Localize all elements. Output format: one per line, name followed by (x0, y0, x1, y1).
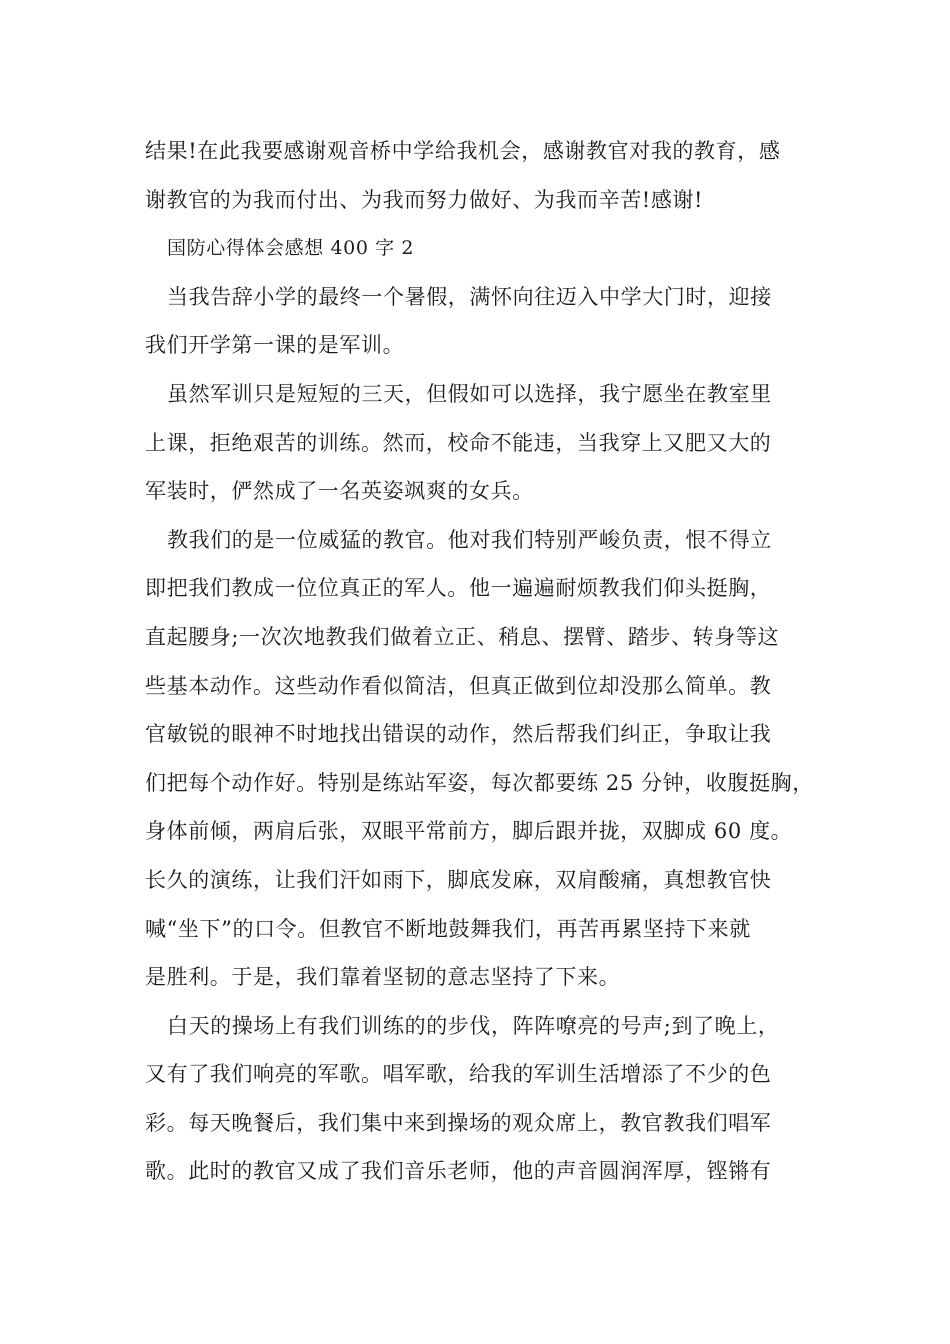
text-line: 直起腰身;一次次地教我们做着立正、稍息、摆臂、踏步、转身等这 (145, 624, 780, 649)
text-line: 是胜利。于是，我们靠着坚韧的意志坚持了下来。 (145, 965, 621, 990)
document-body (145, 127, 825, 1196)
text-line: 教我们的是一位威猛的教官。他对我们特别严峻负责，恨不得立 (167, 527, 772, 552)
text-line: 虽然军训只是短短的三天，但假如可以选择，我宁愿坐在教室里 (167, 381, 772, 406)
text-line: 喊“坐下”的口令。但教官不断地鼓舞我们，再苦再累坚持下来就 (145, 916, 751, 941)
text-line: 结果!在此我要感谢观音桥中学给我机会，感谢教官对我的教育，感 (145, 139, 781, 163)
text-line: 彩。每天晚餐后，我们集中来到操场的观众席上，教官教我们唱军 (145, 1110, 772, 1135)
text-line: 们把每个动作好。特别是练站军姿，每次都要练 25 分钟，收腹挺胸， (145, 770, 814, 795)
text-line: 歌。此时的教官又成了我们音乐老师，他的声音圆润浑厚，铿锵有 (145, 1159, 772, 1184)
section-heading: 国防心得体会感想 400 字 2 (167, 237, 415, 260)
text-line: 军装时，俨然成了一名英姿飒爽的女兵。 (145, 479, 534, 504)
text-line: 谢教官的为我而付出、为我而努力做好、为我而辛苦!感谢! (145, 187, 704, 212)
text-line: 官敏锐的眼神不时地找出错误的动作，然后帮我们纠正，争取让我 (145, 722, 772, 747)
text-line: 当我告辞小学的最终一个暑假，满怀向往迈入中学大门时，迎接 (167, 284, 772, 309)
text-line: 长久的演练，让我们汗如雨下，脚底发麻，双肩酸痛，真想教官快 (145, 867, 772, 892)
text-line: 又有了我们响亮的军歌。唱军歌，给我的军训生活增添了不少的色 (145, 1062, 772, 1087)
text-line: 些基本动作。这些动作看似简洁，但真正做到位却没那么简单。教 (145, 673, 772, 698)
text-line: 白天的操场上有我们训练的的步伐，阵阵嘹亮的号声;到了晚上， (167, 1013, 780, 1038)
text-line: 我们开学第一课的是军训。 (145, 333, 405, 358)
text-line: 身体前倾，两肩后张，双眼平常前方，脚后跟并拢，双脚成 60 度。 (145, 819, 793, 844)
text-line: 上课，拒绝艰苦的训练。然而，校命不能违，当我穿上又肥又大的 (145, 430, 772, 455)
text-line: 即把我们教成一位位真正的军人。他一遍遍耐烦教我们仰头挺胸， (145, 576, 772, 601)
